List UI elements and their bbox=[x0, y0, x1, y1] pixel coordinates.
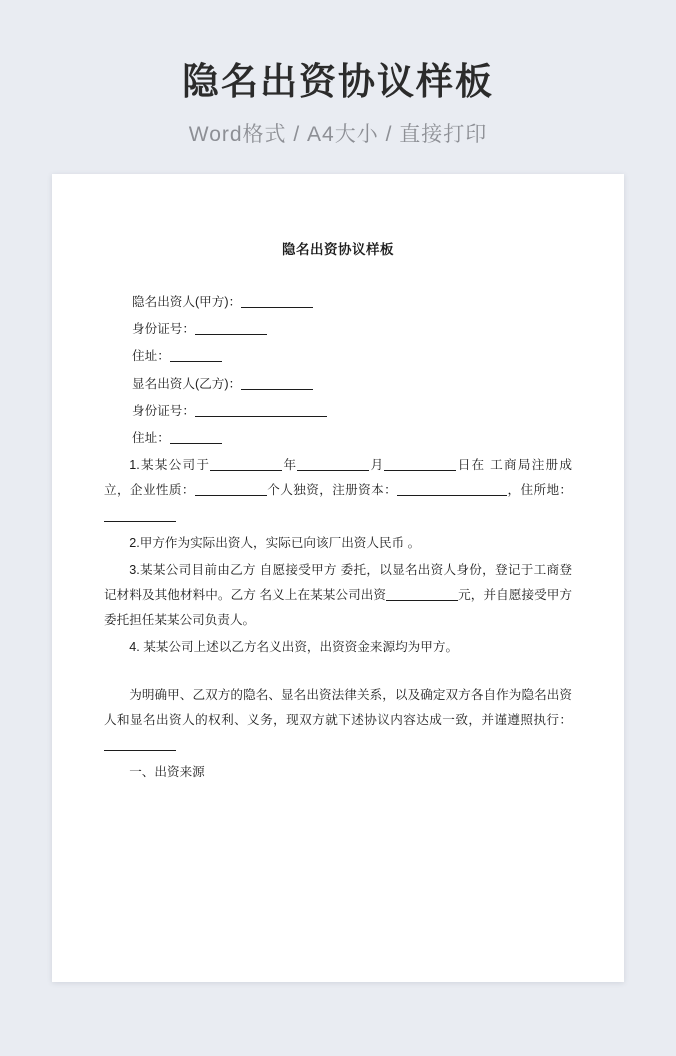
clause-1 bbox=[104, 453, 572, 529]
spacer bbox=[104, 663, 572, 683]
field-blank bbox=[241, 307, 313, 308]
document-title: 隐名出资协议样板 bbox=[282, 242, 394, 257]
clause-1-text-b: 年 bbox=[282, 458, 298, 473]
field-label: 住址： bbox=[132, 349, 170, 364]
field-label: 身份证号： bbox=[132, 403, 195, 418]
banner-subtitle: Word格式 / A4大小 / 直接打印 bbox=[188, 123, 488, 147]
field-blank bbox=[170, 361, 222, 362]
field-blank bbox=[195, 334, 267, 335]
preamble bbox=[104, 683, 572, 759]
field-row bbox=[104, 426, 572, 451]
field-row bbox=[104, 290, 572, 315]
document-body bbox=[104, 290, 572, 785]
field-row bbox=[104, 344, 572, 369]
clause-1-text-f: ，住所地： bbox=[507, 483, 573, 498]
clause-4: 4. 某某公司上述以乙方名义出资，出资资金来源均为甲方。 bbox=[129, 640, 459, 655]
section-heading-1: 一、出资来源 bbox=[129, 765, 205, 780]
clause-1-text-e: 个人独资，注册资本： bbox=[266, 483, 398, 498]
clause-3 bbox=[104, 558, 572, 634]
field-label: 住址： bbox=[132, 430, 170, 445]
clause-3-text-a: 3.某某公司目前由乙方 自愿接受甲方 委托，以显名出资人身份，登记于工商登记材料及其他材料中。乙方 名义上在某某公司出资 bbox=[104, 562, 572, 603]
document-sheet bbox=[52, 174, 624, 982]
field-label: 显名出资人(乙方)： bbox=[132, 376, 242, 391]
document-content bbox=[52, 174, 624, 982]
clause-1-blank-day bbox=[384, 470, 456, 471]
clause-1-blank-capital bbox=[397, 495, 507, 496]
banner-title: 隐名出资协议样板 bbox=[182, 61, 494, 102]
field-row bbox=[104, 372, 572, 397]
clause-1-blank-month bbox=[297, 470, 369, 471]
field-row bbox=[104, 399, 572, 424]
field-label: 身份证号： bbox=[132, 322, 195, 337]
field-blank bbox=[170, 443, 222, 444]
field-blank bbox=[241, 389, 313, 390]
clause-3-blank-amount bbox=[386, 600, 458, 601]
field-blank bbox=[195, 416, 327, 417]
clause-1-text-d: 日在 工商局注册成立，企业性质： bbox=[104, 458, 573, 498]
clause-2: 2.甲方作为实际出资人，实际已向该厂出资人民币 。 bbox=[129, 535, 421, 550]
field-label: 隐名出资人(甲方)： bbox=[132, 295, 242, 309]
clause-3-text-b: 元，并自愿接受甲方委托担任某某公司负责人。 bbox=[104, 588, 573, 628]
clause-1-text-a: 1.某某公司于 bbox=[129, 458, 211, 473]
clause-1-blank-address bbox=[104, 521, 176, 522]
banner bbox=[0, 0, 676, 148]
preamble-blank bbox=[104, 750, 176, 751]
preamble-text: 为明确甲、乙双方的隐名、显名出资法律关系，以及确定双方各自作为隐名出资人和显名出资人的权利、义务，现双方就下述协议内容达成一致，并谨遵照执行： bbox=[104, 687, 572, 727]
field-row bbox=[104, 317, 572, 342]
clause-1-blank-year bbox=[210, 470, 282, 471]
clause-1-text-c: 月 bbox=[369, 458, 385, 473]
clause-1-blank-nature bbox=[195, 495, 267, 496]
